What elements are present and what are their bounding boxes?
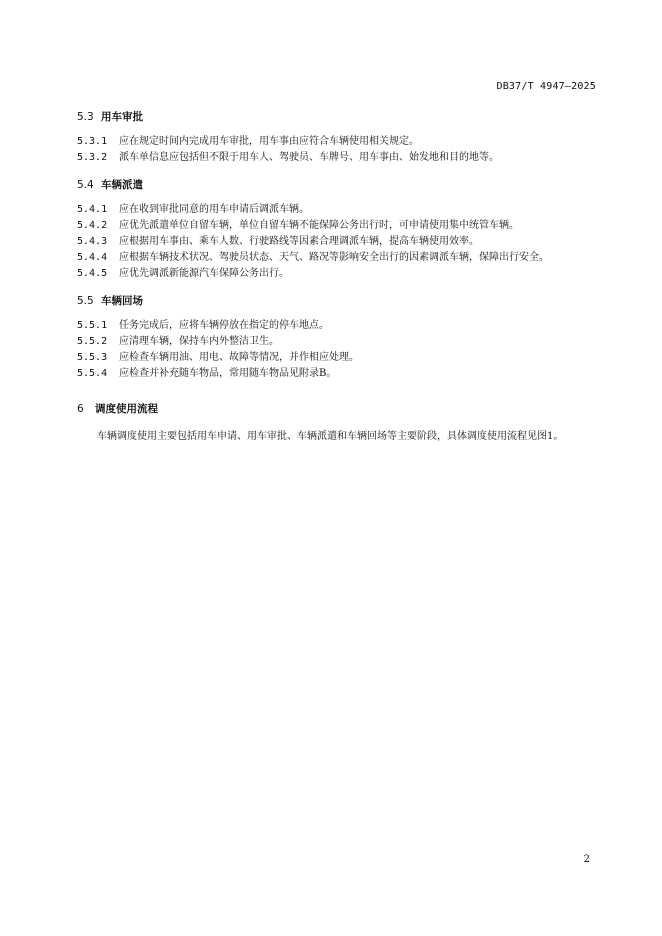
clause-5-3-2 (77, 150, 602, 166)
clause-number: 5.5.4 (77, 368, 108, 379)
clause-5-4-3 (77, 234, 602, 250)
clause-text: 应检查并补充随车物品，常用随车物品见附录B。 (119, 368, 337, 379)
section-heading-5-3 (77, 108, 602, 126)
clause-number: 5.5.3 (77, 352, 108, 363)
clause-text: 派车单信息应包括但不限于用车人、驾驶员、车牌号、用车事由、始发地和目的地等。 (119, 152, 499, 163)
clause-5-4-2 (77, 218, 602, 234)
section-heading-5-4 (77, 176, 602, 194)
page-content (77, 108, 602, 446)
chapter-6-paragraph: 车辆调度使用主要包括用车申请、用车审批、车辆派遣和车辆回场等主要阶段，具体调度使用流程见图1。 (97, 431, 564, 442)
clause-number: 5.4.3 (77, 236, 108, 247)
clause-5-4-4 (77, 250, 602, 266)
section-number: 5.4 (77, 179, 94, 191)
clause-number: 5.4.1 (77, 204, 108, 215)
clause-5-5-4 (77, 366, 602, 382)
clause-5-5-3 (77, 350, 602, 366)
clause-text: 应清理车辆，保持车内外整洁卫生。 (119, 336, 279, 347)
clause-text: 应优先调派新能源汽车保障公务出行。 (119, 268, 289, 279)
clause-5-3-1 (77, 134, 602, 150)
document-code: DB37/T 4947—2025 (496, 81, 596, 92)
section-number: 5.3 (77, 111, 94, 123)
clause-5-5-1 (77, 318, 602, 334)
chapter-title: 调度使用流程 (95, 403, 158, 415)
clause-5-4-5 (77, 266, 602, 282)
clause-number: 5.3.2 (77, 152, 108, 163)
clause-number: 5.4.2 (77, 220, 108, 231)
clause-5-5-2 (77, 334, 602, 350)
clause-number: 5.5.2 (77, 336, 108, 347)
section-title: 车辆回场 (101, 295, 143, 307)
clause-text: 应根据车辆技术状况、驾驶员状态、天气、路况等影响安全出行的因素调派车辆，保障出行安全。 (119, 252, 549, 263)
section-title: 用车审批 (101, 111, 143, 123)
clause-text: 应优先派遣单位自留车辆，单位自留车辆不能保障公务出行时，可申请使用集中统管车辆。 (119, 220, 519, 231)
clause-text: 应根据用车事由、乘车人数、行驶路线等因素合理调派车辆，提高车辆使用效率。 (119, 236, 479, 247)
section-title: 车辆派遣 (101, 179, 143, 191)
clause-text: 应在收到审批同意的用车申请后调派车辆。 (119, 204, 309, 215)
page-number: 2 (583, 854, 590, 865)
clause-number: 5.3.1 (77, 136, 108, 147)
section-heading-5-5 (77, 292, 602, 310)
clause-5-4-1 (77, 202, 602, 218)
section-number: 5.5 (77, 295, 94, 307)
clause-number: 5.4.4 (77, 252, 108, 263)
clause-number: 5.5.1 (77, 320, 108, 331)
clause-number: 5.4.5 (77, 268, 108, 279)
clause-text: 应检查车辆用油、用电、故障等情况，并作相应处理。 (119, 352, 359, 363)
clause-text: 应在规定时间内完成用车审批，用车事由应符合车辆使用相关规定。 (119, 136, 419, 147)
chapter-heading-6 (77, 400, 602, 418)
clause-text: 任务完成后，应将车辆停放在指定的停车地点。 (119, 320, 329, 331)
chapter-number: 6 (77, 403, 84, 415)
